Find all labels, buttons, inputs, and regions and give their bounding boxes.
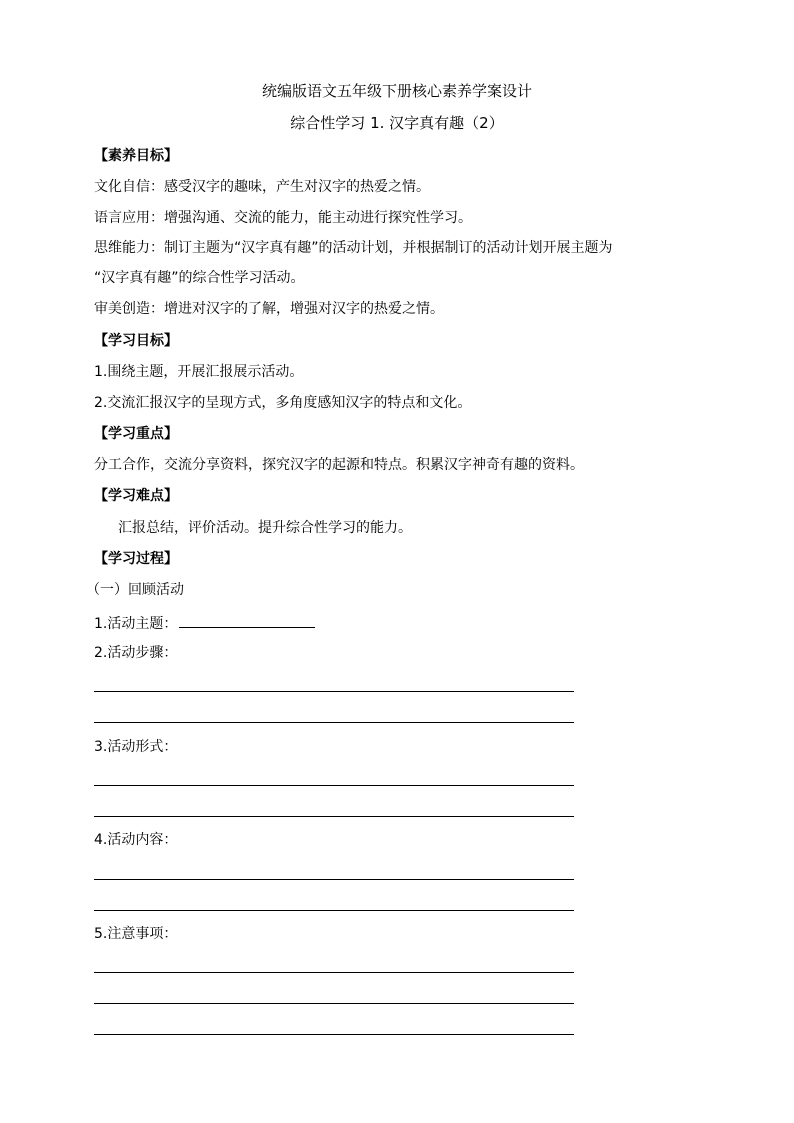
process-section-review: （一）回顾活动 — [86, 582, 184, 598]
key-points-heading: 【学习重点】 — [94, 426, 178, 442]
form-answer-line-1[interactable] — [94, 785, 574, 786]
steps-answer-line-1[interactable] — [94, 691, 574, 692]
document-title: 统编版语文五年级下册核心素养学案设计 — [261, 82, 532, 100]
literacy-goal-culture: 文化自信：感受汉字的趣味，产生对汉字的热爱之情。 — [94, 179, 430, 195]
steps-answer-line-2[interactable] — [94, 722, 574, 723]
learning-goal-1: 1.围绕主题，开展汇报展示活动。 — [94, 364, 304, 380]
form-answer-line-2[interactable] — [94, 816, 574, 817]
literacy-goals-heading: 【素养目标】 — [94, 148, 178, 164]
notes-answer-line-2[interactable] — [94, 1003, 574, 1004]
activity-theme-blank[interactable] — [179, 612, 315, 628]
activity-steps-label: 2.活动步骤： — [94, 645, 178, 661]
document-subtitle: 综合性学习 1. 汉字真有趣（2） — [290, 114, 504, 132]
content-answer-line-2[interactable] — [94, 910, 574, 911]
process-heading: 【学习过程】 — [94, 551, 178, 567]
literacy-goal-thinking: 思维能力：制订主题为“汉字真有趣”的活动计划，并根据制订的活动计划开展主题为 — [94, 240, 613, 256]
learning-goals-heading: 【学习目标】 — [94, 333, 178, 349]
activity-notes-label: 5.注意事项： — [94, 926, 178, 942]
activity-theme-label: 1.活动主题： — [94, 616, 178, 632]
notes-answer-line-3[interactable] — [94, 1034, 574, 1035]
literacy-goal-thinking-cont: “汉字真有趣”的综合性学习活动。 — [94, 270, 305, 286]
activity-theme-row — [94, 612, 315, 634]
literacy-goal-language: 语言应用：增强沟通、交流的能力，能主动进行探究性学习。 — [94, 210, 472, 226]
activity-form-label: 3.活动形式： — [94, 739, 178, 755]
content-answer-line-1[interactable] — [94, 879, 574, 880]
key-points-text: 分工合作，交流分享资料，探究汉字的起源和特点。积累汉字神奇有趣的资料。 — [94, 457, 584, 473]
activity-content-label: 4.活动内容： — [94, 832, 178, 848]
difficulties-heading: 【学习难点】 — [94, 488, 178, 504]
learning-goal-2: 2.交流汇报汉字的呈现方式，多角度感知汉字的特点和文化。 — [94, 395, 472, 411]
difficulties-text: 汇报总结，评价活动。提升综合性学习的能力。 — [118, 520, 412, 536]
literacy-goal-aesthetic: 审美创造：增进对汉字的了解，增强对汉字的热爱之情。 — [94, 301, 444, 317]
notes-answer-line-1[interactable] — [94, 972, 574, 973]
